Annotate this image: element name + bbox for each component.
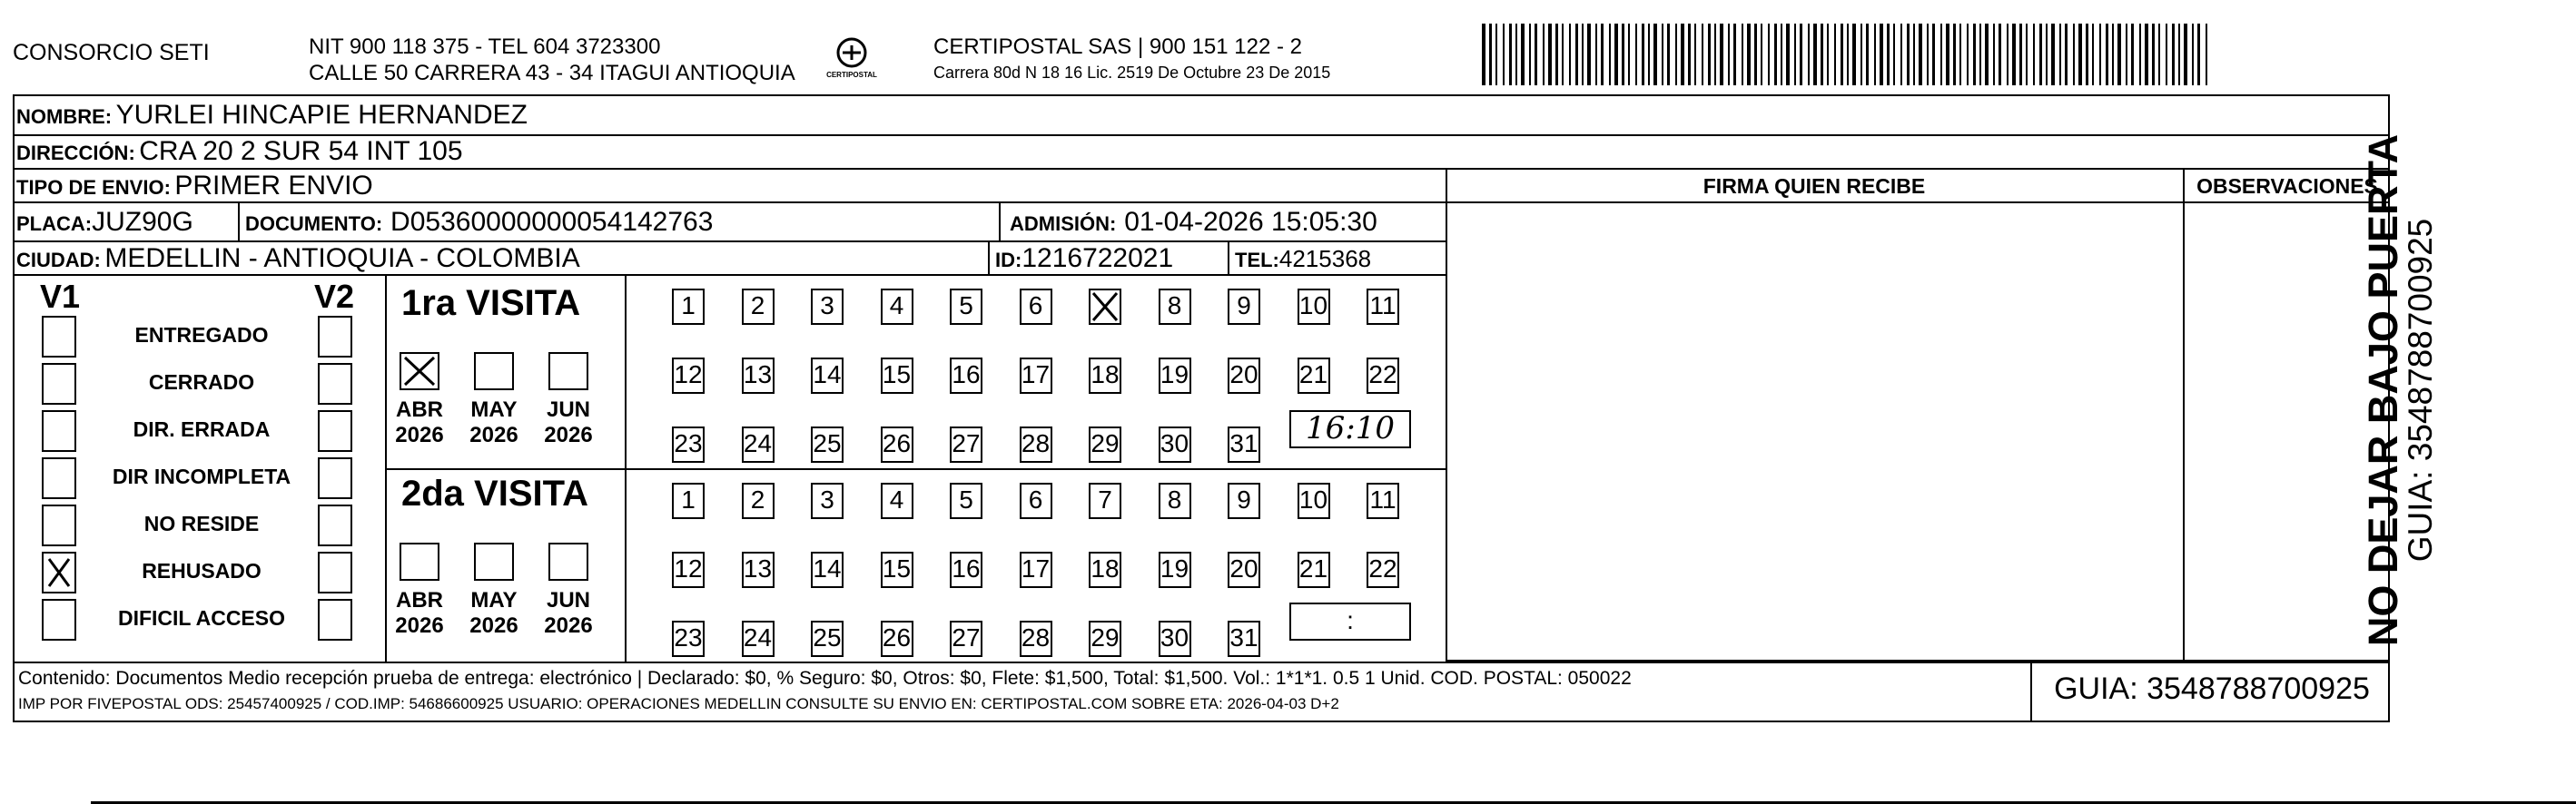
month-checkbox[interactable] <box>400 352 439 390</box>
barcode-bar <box>2007 24 2008 85</box>
row-divider <box>13 240 1446 242</box>
month-label: ABR <box>396 397 443 422</box>
day-box[interactable]: 23 <box>672 621 705 657</box>
certipostal-line: CERTIPOSTAL SAS | 900 151 122 - 2 <box>933 34 1302 59</box>
day-box[interactable]: 30 <box>1159 427 1191 463</box>
x-mark-icon <box>1091 290 1120 323</box>
nombre-label: NOMBRE: <box>16 105 113 128</box>
row-divider <box>13 201 1446 203</box>
ciudad-label: CIUDAD: <box>16 249 101 271</box>
status-option-label: DIR. ERRADA <box>133 417 271 441</box>
month-checkbox[interactable] <box>548 543 588 581</box>
barcode-bar <box>1489 24 1492 85</box>
barcode-bar <box>1774 24 1777 85</box>
barcode-bar <box>1747 24 1751 85</box>
year-label: 2026 <box>544 613 593 638</box>
day-box[interactable]: 18 <box>1089 358 1121 394</box>
barcode-bar <box>2166 24 2167 85</box>
barcode-bar <box>2019 24 2022 85</box>
company-name: CONSORCIO SETI <box>13 40 210 65</box>
admision-row <box>1010 207 1377 238</box>
barcode-bar <box>1614 24 1618 85</box>
year-label: 2026 <box>395 423 444 447</box>
day-box[interactable]: 16 <box>950 552 982 588</box>
day-box[interactable]: 24 <box>742 621 775 657</box>
barcode-bar <box>1768 24 1770 85</box>
barcode-bar <box>1521 24 1525 85</box>
month-checkbox[interactable] <box>474 543 514 581</box>
day-box[interactable]: 9 <box>1228 483 1260 519</box>
signature-panel <box>1446 168 2390 662</box>
barcode-bar <box>2172 24 2175 85</box>
barcode-bar <box>1742 24 1743 85</box>
day-box[interactable]: 13 <box>742 358 775 394</box>
day-box[interactable]: 25 <box>811 427 844 463</box>
year-label: 2026 <box>469 423 518 447</box>
month-label: MAY <box>470 588 518 613</box>
barcode-bar <box>1529 24 1531 85</box>
barcode-bar <box>1866 24 1869 85</box>
barcode-bar <box>1702 24 1703 85</box>
day-box[interactable]: 31 <box>1228 621 1260 657</box>
barcode-bar <box>1587 24 1591 85</box>
month-label: JUN <box>546 397 590 422</box>
day-box[interactable]: 6 <box>1020 289 1052 325</box>
year-label: 2026 <box>544 423 593 447</box>
year-label: 2026 <box>395 613 444 638</box>
day-box[interactable]: 10 <box>1298 483 1330 519</box>
month-checkbox[interactable] <box>400 543 439 581</box>
v1-checkbox[interactable] <box>42 363 76 405</box>
barcode-bar <box>1714 24 1716 85</box>
signature-header-divider <box>1446 201 2390 203</box>
ciudad-row <box>16 243 580 274</box>
v1-checkbox[interactable] <box>42 552 76 593</box>
day-box[interactable]: 18 <box>1089 552 1121 588</box>
status-option-label: ENTREGADO <box>134 323 269 347</box>
barcode-bar <box>1953 24 1956 85</box>
observations-divider <box>2183 168 2185 662</box>
barcode-bar <box>1582 24 1584 85</box>
col-divider <box>999 203 1001 240</box>
placa-label: PLACA: <box>16 212 93 235</box>
nit-line: NIT 900 118 375 - TEL 604 3723300 <box>309 34 661 59</box>
col-divider <box>988 242 990 274</box>
footer-col-divider <box>2030 663 2032 722</box>
barcode-bar <box>1728 24 1730 85</box>
month-label: JUN <box>546 588 590 613</box>
barcode-bar <box>2073 24 2075 85</box>
barcode-bar <box>2206 24 2207 85</box>
barcode-bar <box>2152 24 2155 85</box>
contenido-text: Contenido: Documentos Medio recepción prueba de entrega: electrónico | Declarado: $0, % Seguro: $0, Otros: $0, Flete: $1,500, Total: $1,500. Vol.: 1*1*1. 0.5 1 Unid. COD. POSTAL: 050022 <box>18 668 1632 689</box>
footer-guia: GUIA: 3548788700925 <box>2054 672 2370 706</box>
day-box[interactable]: 10 <box>1298 289 1330 325</box>
day-box[interactable]: 19 <box>1159 358 1191 394</box>
barcode-bar <box>1662 24 1663 85</box>
v1-checkbox[interactable] <box>42 410 76 452</box>
day-box[interactable]: 3 <box>811 289 844 325</box>
x-mark-icon <box>44 554 74 592</box>
day-box[interactable]: 4 <box>881 483 913 519</box>
barcode-bar <box>1675 24 1677 85</box>
barcode-bar <box>1503 24 1505 85</box>
v2-checkbox[interactable] <box>318 552 352 593</box>
x-mark-icon <box>401 354 438 388</box>
barcode-bar <box>1733 24 1736 85</box>
barcode-bar <box>2178 24 2180 85</box>
barcode-bar <box>1940 24 1942 85</box>
barcode-bar <box>2145 24 2148 85</box>
barcode-bar <box>1781 24 1782 85</box>
barcode-bar <box>2192 24 2194 85</box>
day-box[interactable]: 7 <box>1089 483 1121 519</box>
barcode-bar <box>2059 24 2061 85</box>
placa-row <box>16 207 193 238</box>
documento-label: DOCUMENTO: <box>245 212 383 235</box>
barcode-bar <box>2131 24 2134 85</box>
barcode-bar <box>2139 24 2141 85</box>
barcode-bar <box>1959 24 1961 85</box>
barcode-bar <box>2112 24 2114 85</box>
barcode-bar <box>1946 24 1949 85</box>
barcode-bar <box>1841 24 1843 85</box>
month-checkbox[interactable] <box>474 352 514 390</box>
barcode-bar <box>1681 24 1684 85</box>
barcode-bar <box>1847 24 1849 85</box>
tipo-label: TIPO DE ENVIO: <box>16 176 171 199</box>
barcode-bar <box>1761 24 1762 85</box>
visit-divider <box>387 468 1446 470</box>
row-divider <box>13 274 1446 276</box>
month-label: MAY <box>470 397 518 422</box>
id-label: ID: <box>995 249 1022 271</box>
day-box[interactable]: 26 <box>881 427 913 463</box>
id-value: 1216722021 <box>1022 243 1174 273</box>
logo-text: CERTIPOSTAL <box>826 71 877 79</box>
ciudad-value: MEDELLIN - ANTIOQUIA - COLOMBIA <box>104 243 580 273</box>
barcode-bar <box>1808 24 1810 85</box>
day-box[interactable]: 2 <box>742 289 775 325</box>
row-divider <box>13 168 1446 170</box>
barcode-bar <box>1967 24 1969 85</box>
barcode-bar <box>2026 24 2028 85</box>
v2-checkbox[interactable] <box>318 316 352 358</box>
tel-value: 4215368 <box>1278 245 1372 272</box>
barcode-bar <box>1595 24 1597 85</box>
nombre-value: YURLEI HINCAPIE HERNANDEZ <box>115 100 528 130</box>
day-box[interactable]: 1 <box>672 483 705 519</box>
barcode-bar <box>1569 24 1571 85</box>
day-box[interactable]: 5 <box>950 483 982 519</box>
day-box[interactable]: 11 <box>1367 289 1399 325</box>
direccion-label: DIRECCIÓN: <box>16 142 135 164</box>
day-box[interactable]: 14 <box>811 358 844 394</box>
direccion-value: CRA 20 2 SUR 54 INT 105 <box>139 136 463 166</box>
day-box[interactable]: 19 <box>1159 552 1191 588</box>
day-box[interactable]: 2 <box>742 483 775 519</box>
day-box[interactable]: 23 <box>672 427 705 463</box>
first-visit-time[interactable]: 16:10 <box>1289 410 1411 448</box>
status-option-label: NO RESIDE <box>143 512 260 535</box>
barcode-bar <box>2099 24 2101 85</box>
barcode-bar <box>1786 24 1790 85</box>
day-box[interactable]: 4 <box>881 289 913 325</box>
admision-label: ADMISIÓN: <box>1010 212 1117 235</box>
barcode-bar <box>2033 24 2035 85</box>
certipostal-logo-icon <box>819 33 884 87</box>
barcode-bar <box>1653 24 1657 85</box>
nombre-row <box>16 100 528 131</box>
barcode-bar <box>1482 24 1485 85</box>
day-box[interactable]: 22 <box>1367 552 1399 588</box>
barcode-bar <box>1555 24 1558 85</box>
footer-divider <box>13 662 2390 663</box>
barcode-bar <box>1821 24 1823 85</box>
barcode-bar <box>2065 24 2068 85</box>
barcode-bar <box>2039 24 2042 85</box>
day-box[interactable]: 13 <box>742 552 775 588</box>
day-box[interactable]: 15 <box>881 358 913 394</box>
col-divider <box>238 203 240 240</box>
barcode-bar <box>2092 24 2094 85</box>
barcode-bar <box>1667 24 1670 85</box>
barcode-bar <box>1827 24 1829 85</box>
barcode-bar <box>1543 24 1545 85</box>
firma-label: FIRMA QUIEN RECIBE <box>1703 174 1926 198</box>
day-box[interactable]: 11 <box>1367 483 1399 519</box>
v2-checkbox[interactable] <box>318 363 352 405</box>
second-visit-label: 2da VISITA <box>401 474 588 514</box>
day-box[interactable]: 17 <box>1020 358 1052 394</box>
tel-row <box>1235 245 1371 273</box>
day-box[interactable]: 22 <box>1367 358 1399 394</box>
col-divider <box>1228 242 1229 274</box>
day-box[interactable]: 5 <box>950 289 982 325</box>
day-box[interactable]: 25 <box>811 621 844 657</box>
v1-checkbox[interactable] <box>42 505 76 546</box>
v1-label: V1 <box>40 278 81 315</box>
status-option-label: CERRADO <box>148 370 255 394</box>
day-box[interactable]: 17 <box>1020 552 1052 588</box>
day-box[interactable]: 28 <box>1020 621 1052 657</box>
barcode-bar <box>1800 24 1802 85</box>
placa-value: JUZ90G <box>92 207 193 237</box>
barcode-bar <box>1515 24 1517 85</box>
status-option-label: DIR INCOMPLETA <box>112 465 291 488</box>
barcode-bar <box>1927 24 1929 85</box>
barcode-bar <box>1907 24 1910 85</box>
v1-checkbox[interactable] <box>42 457 76 499</box>
barcode <box>1482 24 2210 87</box>
barcode-bar <box>1601 24 1604 85</box>
barcode-bar <box>2046 24 2048 85</box>
v2-checkbox[interactable] <box>318 599 352 641</box>
v1-checkbox[interactable] <box>42 599 76 641</box>
v2-checkbox[interactable] <box>318 410 352 452</box>
barcode-bar <box>2012 24 2016 85</box>
barcode-bar <box>1834 24 1836 85</box>
barcode-bar <box>2158 24 2160 85</box>
barcode-bar <box>1932 24 1935 85</box>
v2-label: V2 <box>314 278 355 315</box>
documento-row <box>245 207 713 238</box>
side-text <box>2327 73 2445 708</box>
day-box[interactable]: 6 <box>1020 483 1052 519</box>
barcode-bar <box>1887 24 1890 85</box>
day-box[interactable]: 20 <box>1228 552 1260 588</box>
barcode-bar <box>1999 24 2001 85</box>
no-dejar-text: NO DEJAR BAJO PUERTA <box>2360 133 2406 647</box>
year-label: 2026 <box>469 613 518 638</box>
admision-value: 01-04-2026 15:05:30 <box>1124 207 1377 237</box>
barcode-bar <box>1648 24 1650 85</box>
day-box[interactable]: 30 <box>1159 621 1191 657</box>
barcode-bar <box>1495 24 1497 85</box>
barcode-bar <box>1642 24 1644 85</box>
day-box[interactable]: 8 <box>1159 289 1191 325</box>
certipostal-logo <box>819 33 884 87</box>
barcode-bar <box>1794 24 1796 85</box>
direccion-row <box>16 136 463 167</box>
observaciones-label: OBSERVACIONES <box>2196 174 2378 198</box>
day-box[interactable]: 21 <box>1298 552 1330 588</box>
day-box[interactable]: 29 <box>1089 621 1121 657</box>
barcode-bar <box>1575 24 1578 85</box>
barcode-bar <box>1694 24 1696 85</box>
day-box[interactable]: 15 <box>881 552 913 588</box>
day-box[interactable]: 21 <box>1298 358 1330 394</box>
barcode-bar <box>1880 24 1883 85</box>
day-box[interactable]: 12 <box>672 358 705 394</box>
barcode-bar <box>2106 24 2108 85</box>
barcode-bar <box>1979 24 1981 85</box>
day-box[interactable]: 26 <box>881 621 913 657</box>
day-box[interactable]: 24 <box>742 427 775 463</box>
day-box[interactable]: 27 <box>950 427 982 463</box>
barcode-bar <box>2184 24 2187 85</box>
barcode-bar <box>1562 24 1564 85</box>
barcode-bar <box>1509 24 1512 85</box>
day-box[interactable]: 8 <box>1159 483 1191 519</box>
second-visit-time[interactable]: : <box>1289 603 1411 641</box>
v2-checkbox[interactable] <box>318 457 352 499</box>
barcode-bar <box>1985 24 1989 85</box>
barcode-bar <box>2197 24 2200 85</box>
tel-label: TEL: <box>1235 249 1279 271</box>
barcode-bar <box>1993 24 1995 85</box>
imp-text: IMP POR FIVEPOSTAL ODS: 25457400925 / COD.IMP: 54686600925 USUARIO: OPERACIONES MEDELLIN CONSULTE SU ENVIO EN: CERTIPOSTAL.COM SOBRE ETA: 2026-04-03 D+2 <box>18 695 1339 712</box>
barcode-bar <box>1754 24 1757 85</box>
barcode-bar <box>1900 24 1902 85</box>
barcode-bar <box>1919 24 1922 85</box>
day-box[interactable]: 16 <box>950 358 982 394</box>
address-line: CALLE 50 CARRERA 43 - 34 ITAGUI ANTIOQUIA <box>309 61 795 85</box>
status-option-label: REHUSADO <box>142 559 262 583</box>
day-box[interactable] <box>1089 289 1121 325</box>
v1-checkbox[interactable] <box>42 316 76 358</box>
barcode-bar <box>2051 24 2055 85</box>
day-box[interactable]: 12 <box>672 552 705 588</box>
barcode-bar <box>1548 24 1552 85</box>
day-box[interactable]: 28 <box>1020 427 1052 463</box>
barcode-bar <box>1860 24 1862 85</box>
barcode-bar <box>1635 24 1637 85</box>
barcode-bar <box>1913 24 1915 85</box>
barcode-bar <box>1622 24 1624 85</box>
barcode-bar <box>1609 24 1611 85</box>
barcode-bar <box>2078 24 2082 85</box>
day-box[interactable]: 9 <box>1228 289 1260 325</box>
barcode-bar <box>1973 24 1976 85</box>
day-box[interactable]: 31 <box>1228 427 1260 463</box>
barcode-bar <box>1720 24 1723 85</box>
barcode-bar <box>2126 24 2127 85</box>
barcode-bar <box>1874 24 1876 85</box>
month-label: ABR <box>396 588 443 613</box>
license-line: Carrera 80d N 18 16 Lic. 2519 De Octubre 23 De 2015 <box>933 64 1331 82</box>
month-checkbox[interactable] <box>548 352 588 390</box>
barcode-bar <box>2117 24 2121 85</box>
day-box[interactable]: 20 <box>1228 358 1260 394</box>
barcode-bar <box>2086 24 2088 85</box>
v2-checkbox[interactable] <box>318 505 352 546</box>
barcode-bar <box>1628 24 1630 85</box>
barcode-bar <box>1535 24 1537 85</box>
day-box[interactable]: 14 <box>811 552 844 588</box>
barcode-bar <box>1893 24 1895 85</box>
status-option-label: DIFICIL ACCESO <box>117 606 285 630</box>
barcode-bar <box>1688 24 1691 85</box>
guia-vertical-text: GUIA: 3548788700925 <box>2402 218 2439 563</box>
barcode-bar <box>1813 24 1817 85</box>
first-visit-label: 1ra VISITA <box>401 283 581 323</box>
tipo-row <box>16 171 373 201</box>
tipo-value: PRIMER ENVIO <box>174 171 373 201</box>
barcode-bar <box>1708 24 1711 85</box>
day-box[interactable]: 3 <box>811 483 844 519</box>
day-box[interactable]: 29 <box>1089 427 1121 463</box>
day-box[interactable]: 27 <box>950 621 982 657</box>
barcode-bar <box>1852 24 1856 85</box>
documento-value: D05360000000054142763 <box>390 207 714 237</box>
id-row <box>995 243 1173 274</box>
day-box[interactable]: 1 <box>672 289 705 325</box>
